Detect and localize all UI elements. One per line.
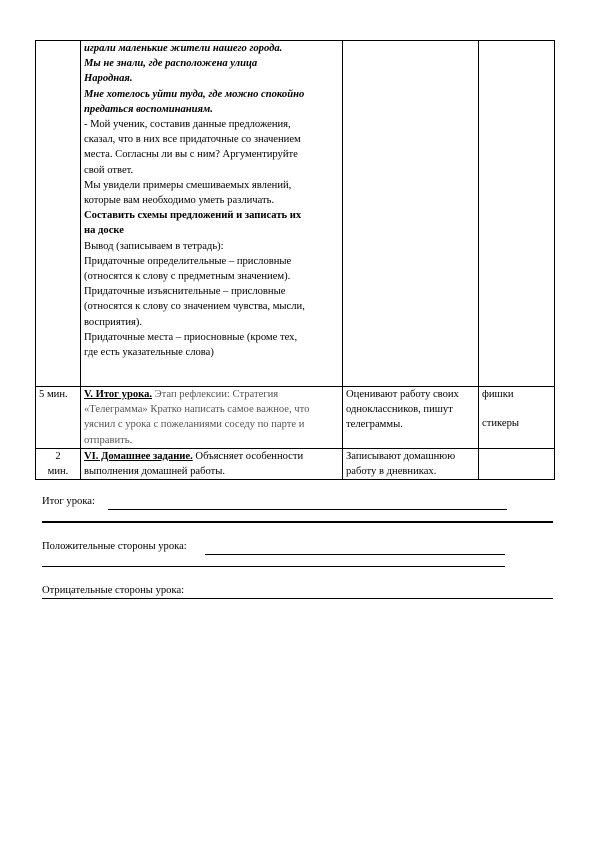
time-cell xyxy=(36,41,81,387)
lesson-plan-table xyxy=(35,40,555,480)
content-line: места. Согласны ли вы с ним? Аргументируйте xyxy=(84,149,298,161)
content-line: играли маленькие жители нашего города. xyxy=(84,43,283,54)
content-line: на доске xyxy=(84,225,124,237)
table-row xyxy=(36,41,555,387)
resources-cell xyxy=(479,41,555,387)
content-line: - Мой ученик, составив данные предложения, xyxy=(84,119,291,131)
student-activity-cell: Записывают домашнюю работу в дневниках. xyxy=(343,448,479,479)
positive-sides-label: Положительные стороны урока: xyxy=(42,541,187,552)
content-line: где есть указательные слова) xyxy=(84,347,214,359)
content-line: предаться воспоминаниям. xyxy=(84,103,213,115)
resources-cell xyxy=(479,448,555,479)
time-cell: 2 мин. xyxy=(36,448,81,479)
stage-title: V. Итог урока. xyxy=(84,389,153,400)
teacher-activity-cell xyxy=(81,41,343,387)
negative-sides-label: Отрицательные стороны урока: xyxy=(42,585,185,596)
content-line: (относятся к слову со значением чувства, мысли, xyxy=(84,301,305,313)
content-line: Придаточные изъяснительные – присловные xyxy=(84,286,286,298)
content-line: сказал, что в них все придаточные со значением xyxy=(84,134,301,146)
content-line: Придаточные места – приосновные (кроме тех, xyxy=(84,331,298,343)
teacher-activity-cell xyxy=(81,448,343,479)
content-line: свой ответ. xyxy=(84,164,134,176)
time-cell: 5 мин. xyxy=(36,387,81,449)
student-activity-cell xyxy=(343,41,479,387)
total-fill-line xyxy=(108,509,507,510)
content-line: Придаточные определительные – присловные xyxy=(84,255,292,267)
table-row xyxy=(36,448,555,479)
content-line: Вывод (записываем в тетрадь): xyxy=(84,240,224,252)
content-line: Мне хотелось уйти туда, где можно спокойно xyxy=(84,88,305,100)
resources-cell: фишки стикеры xyxy=(479,387,555,449)
content-line: восприятия). xyxy=(84,316,143,328)
content-line: которые вам необходимо уметь различать. xyxy=(84,195,275,207)
table-row xyxy=(36,387,555,449)
separator-line xyxy=(42,598,553,599)
content-line: Народная. xyxy=(84,73,133,85)
stage-text: Объясняет особенности выполнения домашней работы. xyxy=(84,450,304,478)
stage-text: Этап рефлексии: Стратегия «Телеграмма» Кратко написать самое важное, что уяснил с урока с пожеланиями соседу по парте и отправить. xyxy=(84,389,310,446)
student-activity-cell: Оценивают работу своих одноклассников, пишут телеграммы. xyxy=(343,387,479,449)
lesson-total-label: Итог урока: xyxy=(42,496,95,507)
stage-title: VI. Домашнее задание. xyxy=(84,450,193,462)
positive-fill-line xyxy=(205,554,505,555)
positive-extra-line xyxy=(42,566,505,567)
content-line: Мы увидели примеры смешиваемых явлений, xyxy=(84,179,292,191)
content-line: (относятся к слову с предметным значением). xyxy=(84,271,291,283)
content-line: Мы не знали, где расположена улица xyxy=(84,58,258,70)
content-line: Составить схемы предложений и записать их xyxy=(84,210,302,222)
separator-line xyxy=(42,521,553,523)
teacher-activity-cell xyxy=(81,387,343,449)
